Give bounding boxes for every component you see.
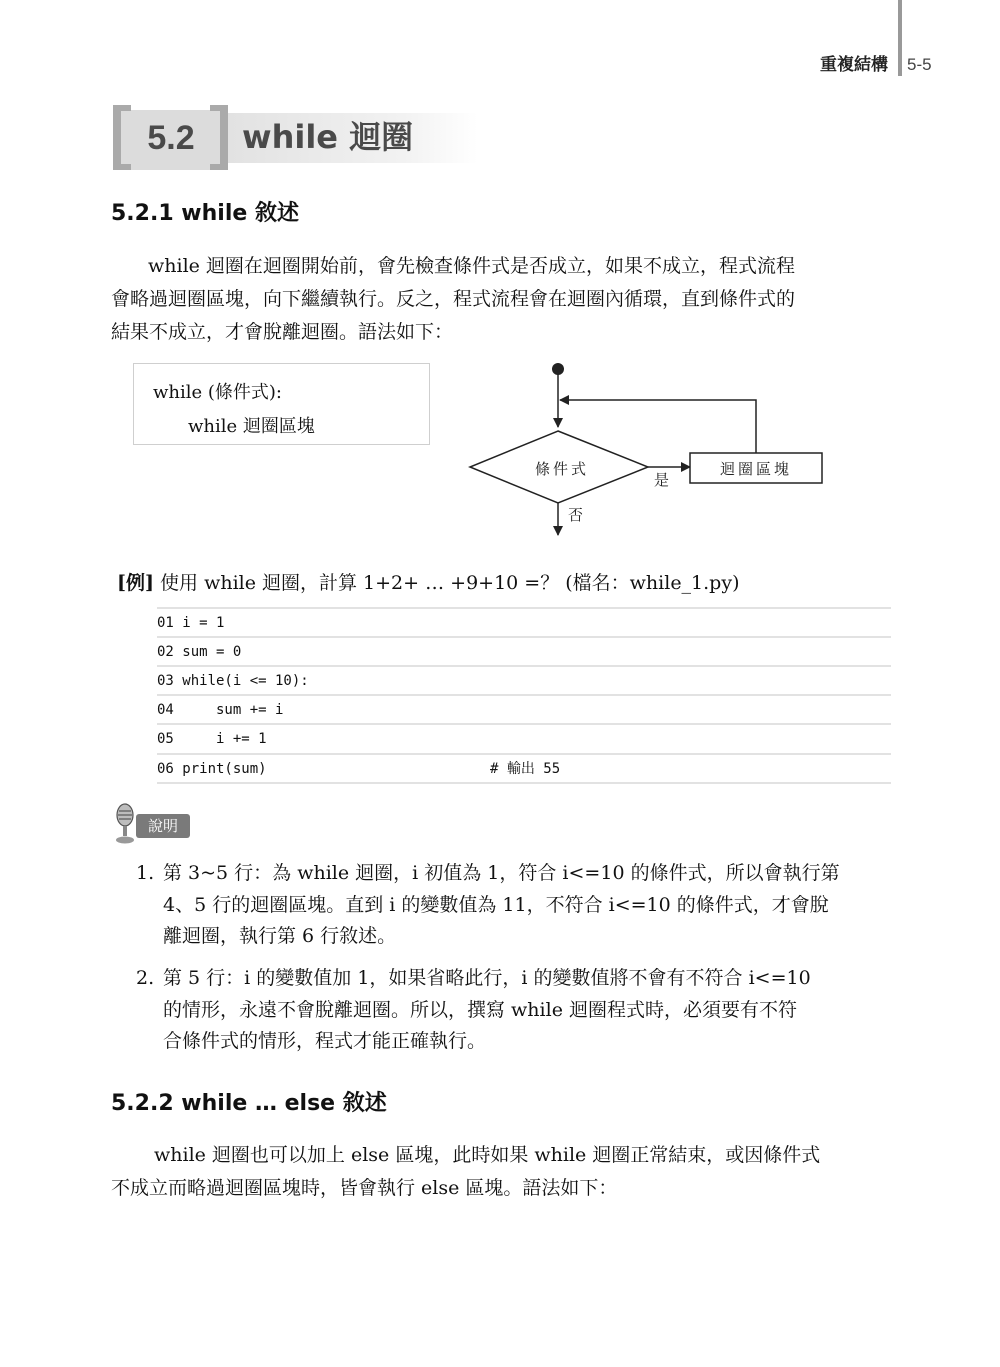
- code-line: [157, 723, 891, 754]
- example-text: 使用 while 迴圈，計算 1+2+ … +9+10 =？ (檔名：while_1.py): [160, 572, 740, 594]
- chapter-title: 重複結構: [820, 55, 888, 75]
- bracket-left-bottom: [113, 164, 131, 170]
- code-bottom-rule: [157, 782, 891, 784]
- syntax-line-2: while 迴圈區塊: [188, 416, 315, 437]
- example-heading: [117, 568, 740, 595]
- bracket-right-top: [210, 105, 228, 111]
- page-number: 5-5: [907, 55, 932, 74]
- list-number: 2.: [136, 967, 155, 989]
- no-label: 否: [568, 506, 584, 524]
- code-line: [157, 636, 891, 667]
- section-title: while 迴圈: [242, 118, 414, 156]
- loop-block-label: 迴圈區塊: [719, 460, 793, 478]
- example-label: [例]: [117, 572, 154, 594]
- bracket-left-top: [113, 105, 131, 111]
- list-item-line: 第 3~5 行：為 while 迴圈，i 初值為 1，符合 i<=10 的條件式，所以會執行第: [163, 862, 840, 884]
- paragraph-line: while 迴圈在迴圈開始前，會先檢查條件式是否成立，如果不成立，程式流程: [148, 255, 795, 277]
- code-text: 01 i = 1: [157, 615, 225, 631]
- list-item-line: 第 5 行：i 的變數值加 1，如果省略此行，i 的變數值將不會有不符合 i<=10: [163, 967, 811, 989]
- code-line: [157, 665, 891, 696]
- code-text: 05 i += 1: [157, 731, 267, 747]
- yes-label: 是: [654, 471, 670, 489]
- explanation-tag: 說明: [136, 814, 190, 838]
- list-item-line: 4、5 行的迴圈區塊。直到 i 的變數值為 11，不符合 i<=10 的條件式，才會脫: [163, 894, 829, 916]
- section-number: 5.2: [147, 119, 195, 157]
- code-text: 02 sum = 0: [157, 644, 242, 660]
- list-item-line: 合條件式的情形，程式才能正確執行。: [163, 1030, 487, 1052]
- flowchart: [460, 355, 840, 545]
- code-text: 06 print(sum): [157, 761, 267, 777]
- list-number: 1.: [136, 862, 155, 884]
- paragraph-line: 結果不成立，才會脫離迴圈。語法如下：: [111, 321, 454, 343]
- paragraph-line: 不成立而略過迴圈區塊時，皆會執行 else 區塊。語法如下：: [111, 1177, 618, 1199]
- code-line: [157, 694, 891, 725]
- subsection-title-1: 5.2.1 while 敘述: [111, 201, 299, 226]
- list-item-line: 的情形，永遠不會脫離迴圈。所以，撰寫 while 迴圈程式時，必須要有不符: [163, 999, 797, 1021]
- code-line: [157, 753, 891, 784]
- header-divider: [898, 0, 902, 76]
- microphone-icon: [112, 802, 138, 846]
- code-text: 03 while(i <= 10):: [157, 673, 309, 689]
- subsection-title-2: 5.2.2 while … else 敘述: [111, 1091, 387, 1116]
- code-comment: # 輸出 55: [490, 761, 561, 777]
- list-item-line: 離迴圈，執行第 6 行敘述。: [163, 925, 397, 947]
- code-text: 04 sum += i: [157, 702, 284, 718]
- condition-label: 條件式: [534, 460, 590, 478]
- code-line: [157, 607, 891, 638]
- bracket-right-bottom: [210, 164, 228, 170]
- syntax-line-1: while (條件式):: [153, 382, 282, 403]
- paragraph-line: while 迴圈也可以加上 else 區塊，此時如果 while 迴圈正常結束，或因條件式: [154, 1144, 821, 1166]
- paragraph-line: 會略過迴圈區塊，向下繼續執行。反之，程式流程會在迴圈內循環，直到條件式的: [111, 288, 796, 310]
